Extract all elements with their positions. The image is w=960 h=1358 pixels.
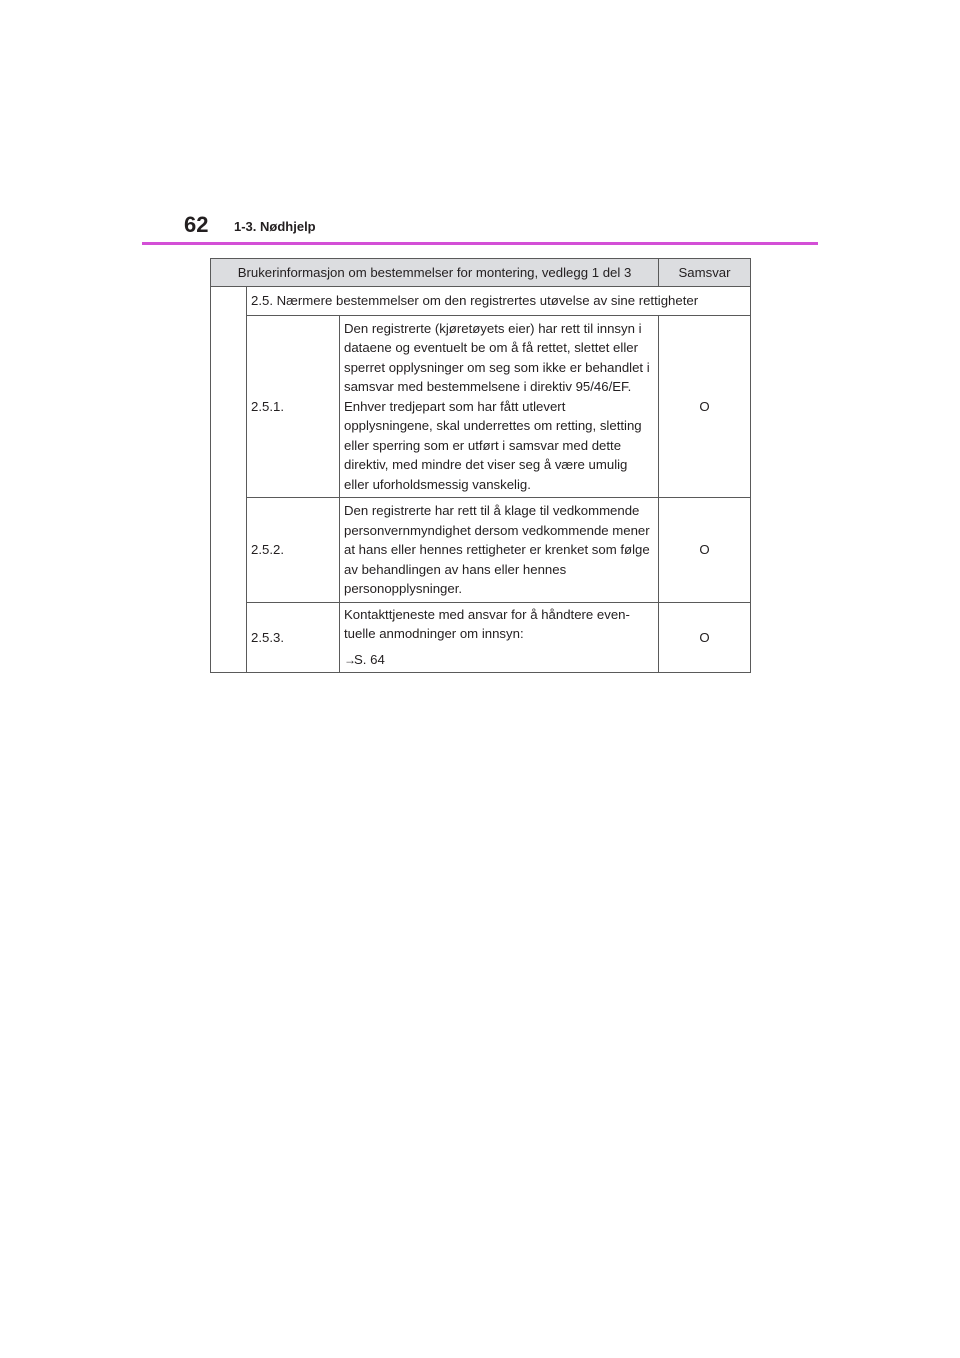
row-id-cell: 2.5.2. <box>247 498 340 603</box>
row-id-cell: 2.5.3. <box>247 603 340 673</box>
page-reference <box>344 650 654 671</box>
table-header-row <box>211 259 751 287</box>
page-number: 62 <box>184 212 209 237</box>
table-row <box>211 603 751 673</box>
row-compliance-cell: O <box>659 603 751 673</box>
header-information-cell: Brukerinformasjon om bestemmelser for montering, vedlegg 1 del 3 <box>211 259 659 287</box>
row-text-cell <box>340 603 659 673</box>
subheading-cell: 2.5. Nærmere bestemmelser om den registrertes utøvelse av sine rettigheter <box>247 287 751 316</box>
header-compliance-cell: Samsvar <box>659 259 751 287</box>
row-text: Den registrerte (kjøretøyets eier) har rett til innsyn i dataene og eventuelt be om å få rettet, slettet eller sperret opplysninger om seg som ikke er behandlet i samsvar med bestemmelsene i direktiv 95/46/EF. Enhver tredjepart som har fått utlevert opplysningene, skal underrettes om retting, sletting eller sperring som er utført i samsvar med dette direktiv, med mindre det viser seg å være umulig eller uforholdsmessig vanskelig. <box>344 320 650 492</box>
row-text-cell <box>340 316 659 498</box>
section-title: 1-3. Nødhjelp <box>234 219 316 234</box>
row-text: Den registrerte har rett til å klage til vedkommende personvernmyndighet dersom vedkommende mener at hans eller hennes rettigheter er krenket som følge av behandlingen av hans eller hennes personopplysninger. <box>344 503 650 597</box>
header-rule <box>142 242 818 245</box>
row-text-cell <box>340 498 659 603</box>
row-compliance-cell: O <box>659 498 751 603</box>
table-row <box>211 498 751 603</box>
page-reference-text: S. 64 <box>354 651 385 667</box>
indent-cell <box>211 287 247 673</box>
table-row <box>211 316 751 498</box>
row-compliance-cell: O <box>659 316 751 498</box>
row-text: Kontakttjeneste med ansvar for å håndtere eventuelle anmodninger om innsyn: <box>344 606 630 642</box>
arrow-right-icon: → <box>344 652 356 667</box>
row-id-cell: 2.5.1. <box>247 316 340 498</box>
table-subheading-row <box>211 287 751 316</box>
regulation-table <box>210 258 751 673</box>
